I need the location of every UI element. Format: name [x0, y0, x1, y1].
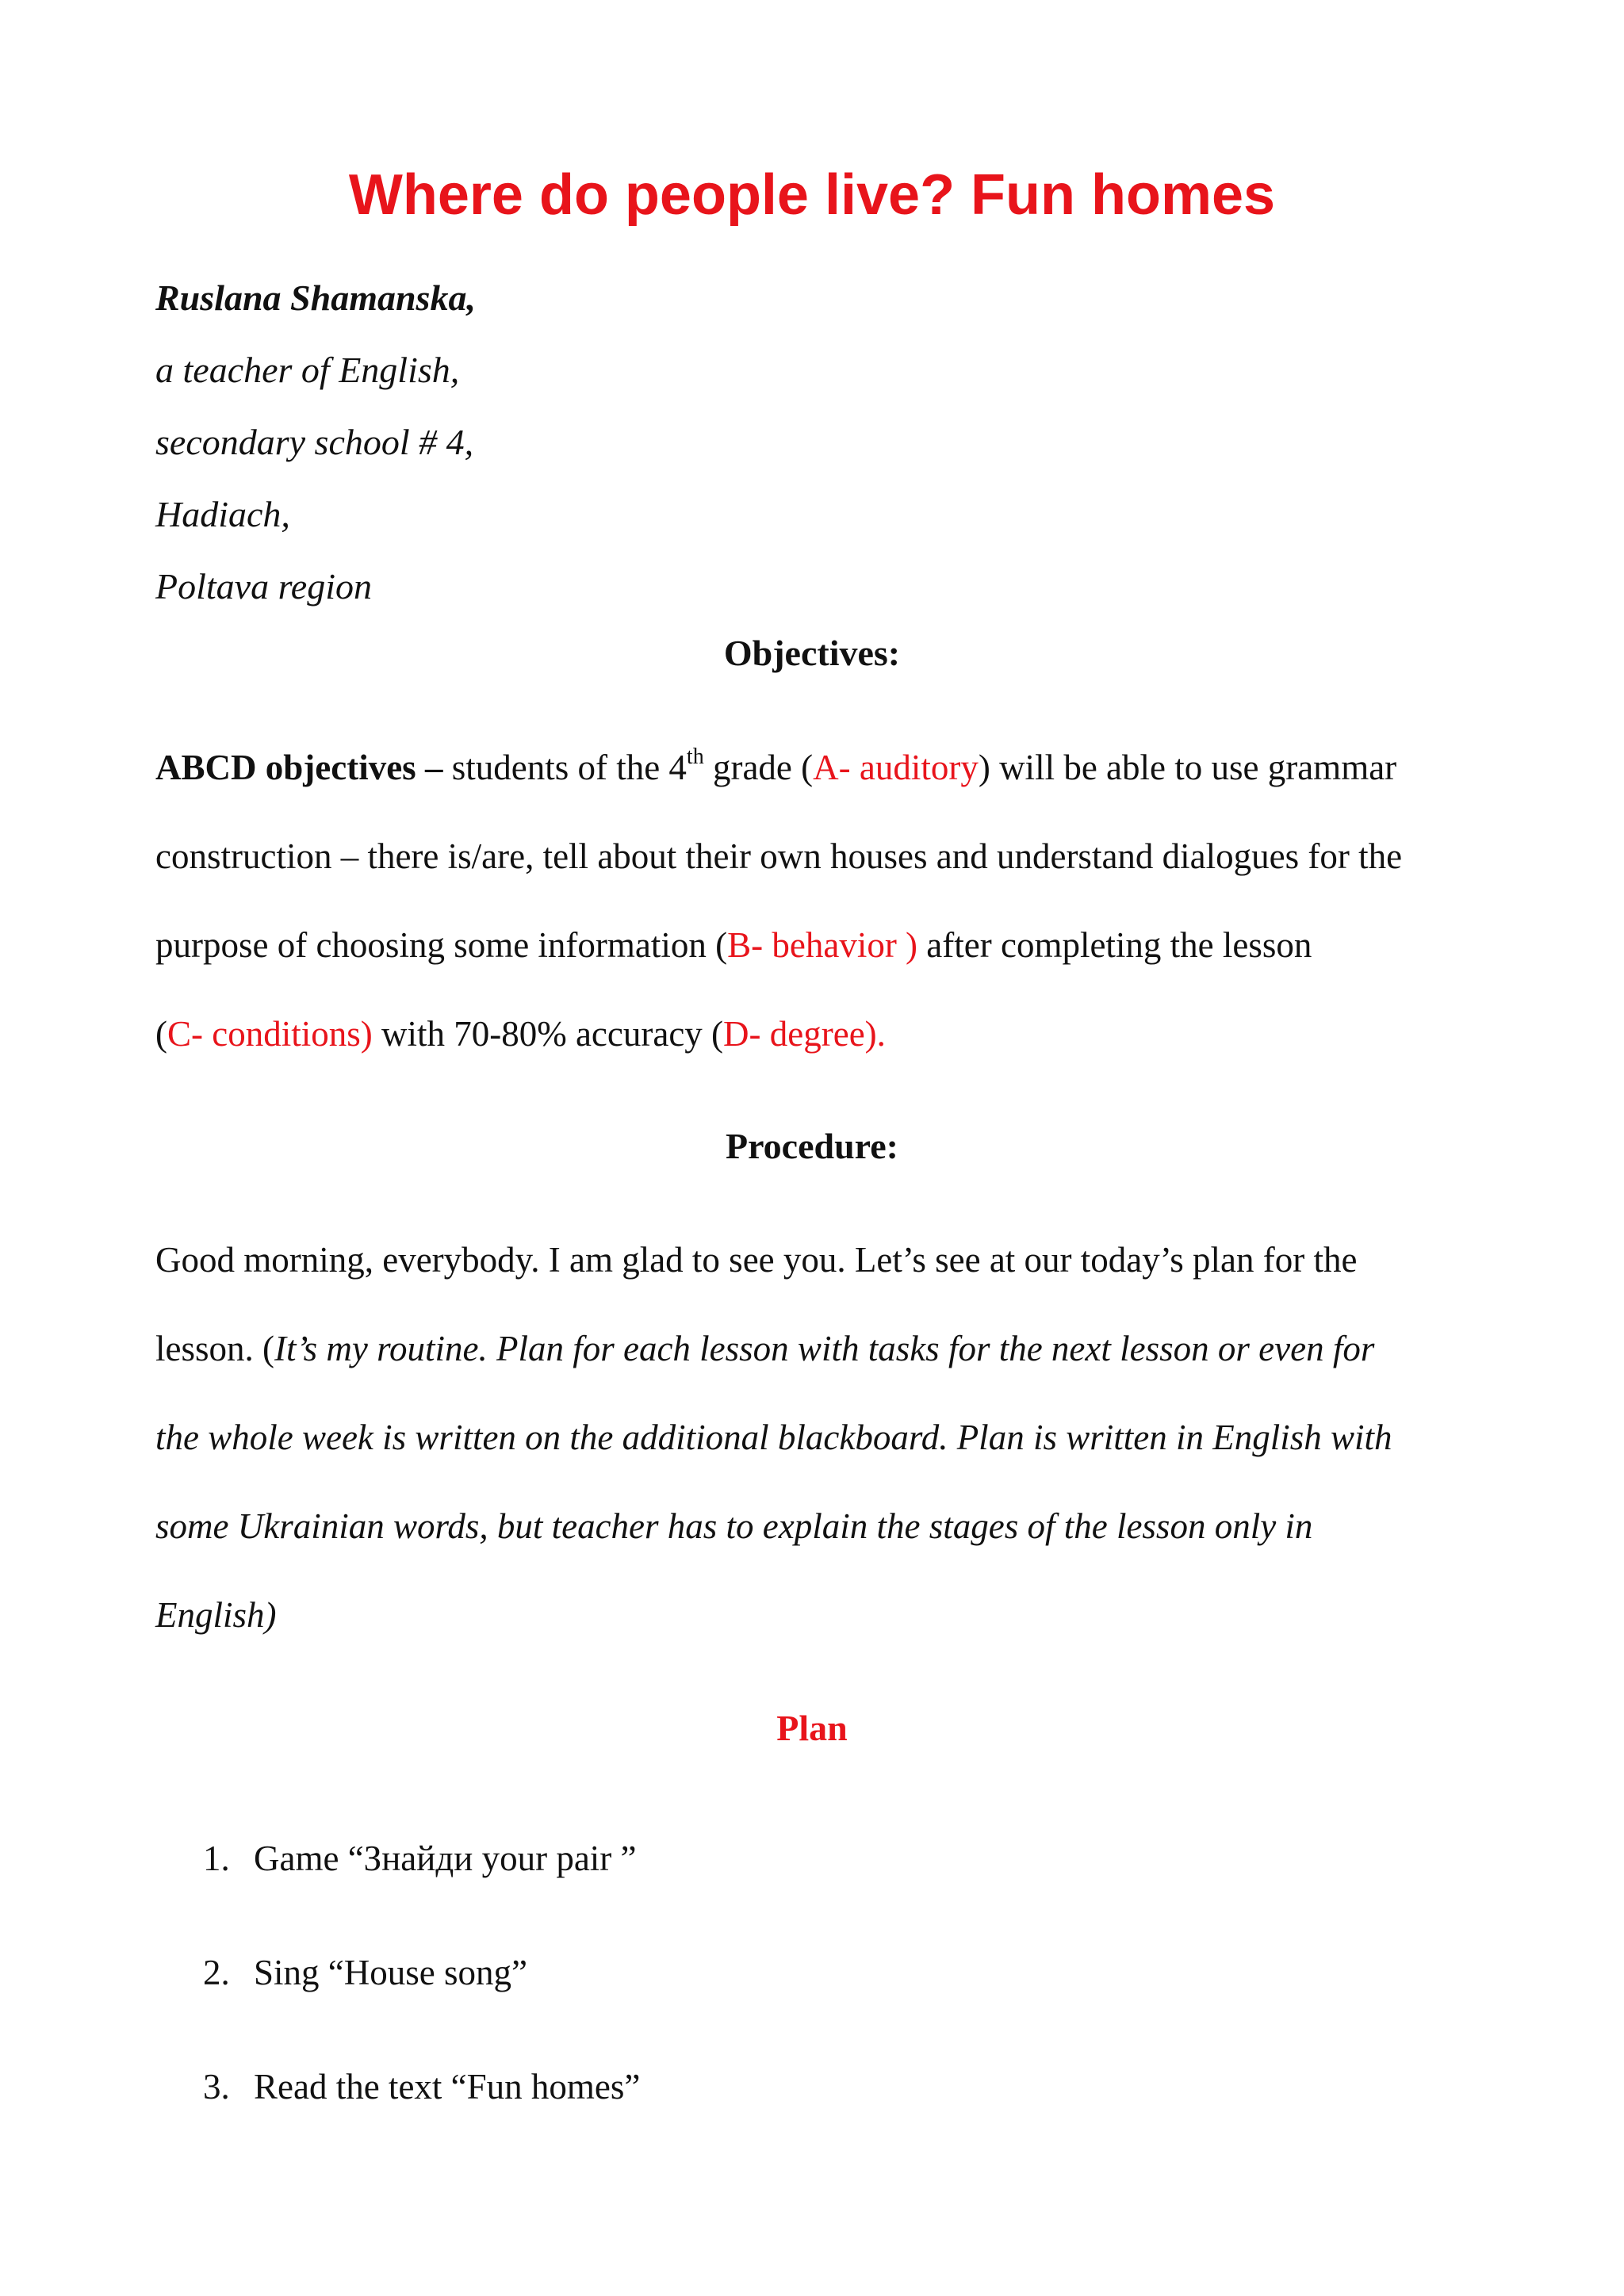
procedure-line-2-a: lesson. (: [155, 1329, 274, 1368]
author-role: a teacher of English,: [155, 350, 460, 390]
objectives-line-1-c: ) will be able to use grammar: [978, 748, 1397, 787]
objectives-line-1-b: grade (: [703, 748, 814, 787]
author-block: [155, 262, 476, 622]
objectives-heading: Objectives:: [723, 633, 901, 673]
objectives-line-4: [155, 989, 1503, 1078]
plan-item: [203, 2030, 640, 2144]
objectives-lead: ABCD objectives –: [155, 748, 443, 787]
plan-item-text: Read the text “Fun homes”: [254, 2067, 641, 2107]
document-title: Where do people live? Fun homes: [348, 163, 1276, 227]
procedure-line-1: Good morning, everybody. I am glad to see you. Let’s see at our today’s plan for the: [155, 1240, 1358, 1280]
plan-item-number: 1.: [203, 1839, 230, 1878]
objectives-line-1: [155, 723, 1503, 812]
author-school: secondary school # 4,: [155, 422, 474, 462]
author-region: Poltava region: [155, 566, 372, 607]
objective-a-label: A- auditory: [813, 748, 979, 787]
objectives-paragraph: [155, 723, 1503, 1078]
objectives-line-4-a: (: [155, 1014, 167, 1054]
objectives-line-3: [155, 901, 1503, 989]
objectives-line-3-a: purpose of choosing some information (: [155, 925, 728, 965]
grade-superscript: th: [686, 744, 704, 769]
procedure-line-4: some Ukrainian words, but teacher has to explain the stages of the lesson only in: [155, 1506, 1313, 1546]
plan-item-number: 2.: [203, 1953, 230, 1992]
objective-d-label: D- degree).: [723, 1014, 886, 1054]
author-name: Ruslana Shamanska,: [155, 277, 476, 318]
author-city: Hadiach,: [155, 494, 290, 534]
plan-item-number: 3.: [203, 2067, 230, 2107]
objectives-line-3-b: after completing the lesson: [917, 925, 1312, 965]
plan-item: [203, 1915, 640, 2030]
procedure-line-3: the whole week is written on the additional blackboard. Plan is written in English with: [155, 1418, 1392, 1457]
objective-c-label: C- conditions): [167, 1014, 373, 1054]
procedure-line-2-b: It’s my routine. Plan for each lesson with tasks for the next lesson or even for: [274, 1329, 1375, 1368]
plan-item-text: Sing “House song”: [254, 1953, 527, 1992]
procedure-paragraph: [155, 1215, 1503, 1659]
procedure-heading: Procedure:: [725, 1126, 898, 1166]
objectives-line-2: construction – there is/are, tell about their own houses and understand dialogues for the: [155, 836, 1403, 876]
plan-item: [203, 1801, 640, 1915]
plan-heading: Plan: [776, 1708, 848, 1748]
plan-list: [203, 1801, 640, 2144]
objective-b-label: B- behavior ): [727, 925, 918, 965]
objectives-line-1-a: students of the 4: [442, 748, 687, 787]
objectives-line-4-b: with 70-80% accuracy (: [372, 1014, 724, 1054]
procedure-line-2: [155, 1304, 1503, 1393]
procedure-line-5: English): [155, 1595, 277, 1635]
plan-item-text: Game “Знайди your pair ”: [254, 1839, 637, 1878]
